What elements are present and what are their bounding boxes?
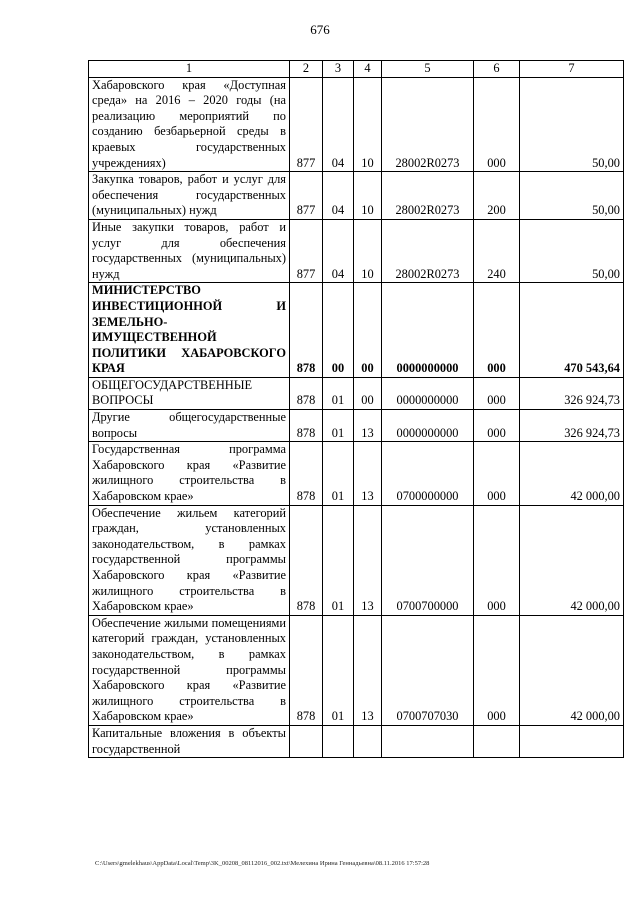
subsection-code: 13 bbox=[354, 505, 382, 615]
section-code: 01 bbox=[323, 377, 354, 409]
header-cell: 3 bbox=[323, 61, 354, 78]
target-code: 28002R0273 bbox=[382, 219, 474, 282]
admin-code: 877 bbox=[290, 219, 323, 282]
target-code: 28002R0273 bbox=[382, 172, 474, 220]
item-name: Государственная программа Хабаровского края «Развитие жилищного строительства в Хабаровском крае» bbox=[89, 442, 290, 505]
table-row bbox=[89, 219, 624, 282]
table-row bbox=[89, 725, 624, 757]
amount: 50,00 bbox=[520, 77, 624, 172]
expense-type: 000 bbox=[474, 442, 520, 505]
expense-type: 000 bbox=[474, 615, 520, 725]
subsection-code: 10 bbox=[354, 77, 382, 172]
subsection-code: 00 bbox=[354, 283, 382, 378]
admin-code bbox=[290, 725, 323, 757]
target-code: 0000000000 bbox=[382, 283, 474, 378]
subsection-code: 13 bbox=[354, 615, 382, 725]
header-cell: 5 bbox=[382, 61, 474, 78]
amount: 42 000,00 bbox=[520, 615, 624, 725]
header-cell: 2 bbox=[290, 61, 323, 78]
item-name: Закупка товаров, работ и услуг для обеспечения государственных (муниципальных) нужд bbox=[89, 172, 290, 220]
table-row bbox=[89, 442, 624, 505]
amount: 470 543,64 bbox=[520, 283, 624, 378]
table-row bbox=[89, 172, 624, 220]
table-row bbox=[89, 77, 624, 172]
expense-type: 000 bbox=[474, 410, 520, 442]
amount: 42 000,00 bbox=[520, 505, 624, 615]
admin-code: 877 bbox=[290, 77, 323, 172]
section-code: 04 bbox=[323, 77, 354, 172]
item-name: МИНИСТЕРСТВО ИНВЕСТИЦИОННОЙ И ЗЕМЕЛЬНО-ИМУЩЕСТВЕННОЙ ПОЛИТИКИ ХАБАРОВСКОГО КРАЯ bbox=[89, 283, 290, 378]
section-code: 04 bbox=[323, 219, 354, 282]
expense-type: 240 bbox=[474, 219, 520, 282]
amount bbox=[520, 725, 624, 757]
expense-type: 000 bbox=[474, 77, 520, 172]
item-name: ОБЩЕГОСУДАРСТВЕННЫЕ ВОПРОСЫ bbox=[89, 377, 290, 409]
budget-table bbox=[88, 60, 624, 758]
admin-code: 878 bbox=[290, 505, 323, 615]
target-code: 0700707030 bbox=[382, 615, 474, 725]
section-code: 01 bbox=[323, 505, 354, 615]
table-row bbox=[89, 615, 624, 725]
section-code bbox=[323, 725, 354, 757]
section-code: 01 bbox=[323, 442, 354, 505]
target-code: 0000000000 bbox=[382, 410, 474, 442]
header-cell: 4 bbox=[354, 61, 382, 78]
table-row bbox=[89, 410, 624, 442]
subsection-code: 00 bbox=[354, 377, 382, 409]
expense-type: 000 bbox=[474, 283, 520, 378]
subsection-code: 10 bbox=[354, 172, 382, 220]
admin-code: 878 bbox=[290, 283, 323, 378]
target-code: 28002R0273 bbox=[382, 77, 474, 172]
item-name: Иные закупки товаров, работ и услуг для обеспечения государственных (муниципальных) нужд bbox=[89, 219, 290, 282]
expense-type: 200 bbox=[474, 172, 520, 220]
admin-code: 878 bbox=[290, 442, 323, 505]
header-cell: 7 bbox=[520, 61, 624, 78]
amount: 50,00 bbox=[520, 219, 624, 282]
amount: 42 000,00 bbox=[520, 442, 624, 505]
section-code: 01 bbox=[323, 615, 354, 725]
expense-type: 000 bbox=[474, 505, 520, 615]
admin-code: 878 bbox=[290, 410, 323, 442]
header-row bbox=[89, 61, 624, 78]
amount: 326 924,73 bbox=[520, 377, 624, 409]
target-code: 0000000000 bbox=[382, 377, 474, 409]
item-name: Другие общегосударственные вопросы bbox=[89, 410, 290, 442]
item-name: Обеспечение жилыми помещениями категорий граждан, установленных законодательством, в рамках государственной программы Хабаровского края «Развитие жилищного строительства в Хабаровском крае» bbox=[89, 615, 290, 725]
admin-code: 878 bbox=[290, 615, 323, 725]
header-cell: 1 bbox=[89, 61, 290, 78]
subsection-code bbox=[354, 725, 382, 757]
item-name: Хабаровского края «Доступная среда» на 2016 – 2020 годы (на реализацию мероприятий по созданию безбарьерной среды в краевых государственных учреждениях) bbox=[89, 77, 290, 172]
file-path-footer: C:\Users\gmelekhaus\AppData\Local\Temp\3K_00208_08112016_002.txt\Мелехина Ирина Геннадьевна\08.11.2016 17:57:28 bbox=[95, 860, 430, 867]
table-row bbox=[89, 377, 624, 409]
table-row bbox=[89, 505, 624, 615]
section-code: 04 bbox=[323, 172, 354, 220]
amount: 326 924,73 bbox=[520, 410, 624, 442]
subsection-code: 13 bbox=[354, 442, 382, 505]
target-code bbox=[382, 725, 474, 757]
section-code: 01 bbox=[323, 410, 354, 442]
subsection-code: 10 bbox=[354, 219, 382, 282]
section-code: 00 bbox=[323, 283, 354, 378]
target-code: 0700700000 bbox=[382, 505, 474, 615]
subsection-code: 13 bbox=[354, 410, 382, 442]
page-number: 676 bbox=[310, 22, 330, 37]
target-code: 0700000000 bbox=[382, 442, 474, 505]
admin-code: 878 bbox=[290, 377, 323, 409]
admin-code: 877 bbox=[290, 172, 323, 220]
item-name: Капитальные вложения в объекты государственной bbox=[89, 725, 290, 757]
amount: 50,00 bbox=[520, 172, 624, 220]
item-name: Обеспечение жильем категорий граждан, установленных законодательством, в рамках государственной программы Хабаровского края «Развитие жилищного строительства в Хабаровском крае» bbox=[89, 505, 290, 615]
expense-type: 000 bbox=[474, 377, 520, 409]
table-row bbox=[89, 283, 624, 378]
expense-type bbox=[474, 725, 520, 757]
header-cell: 6 bbox=[474, 61, 520, 78]
